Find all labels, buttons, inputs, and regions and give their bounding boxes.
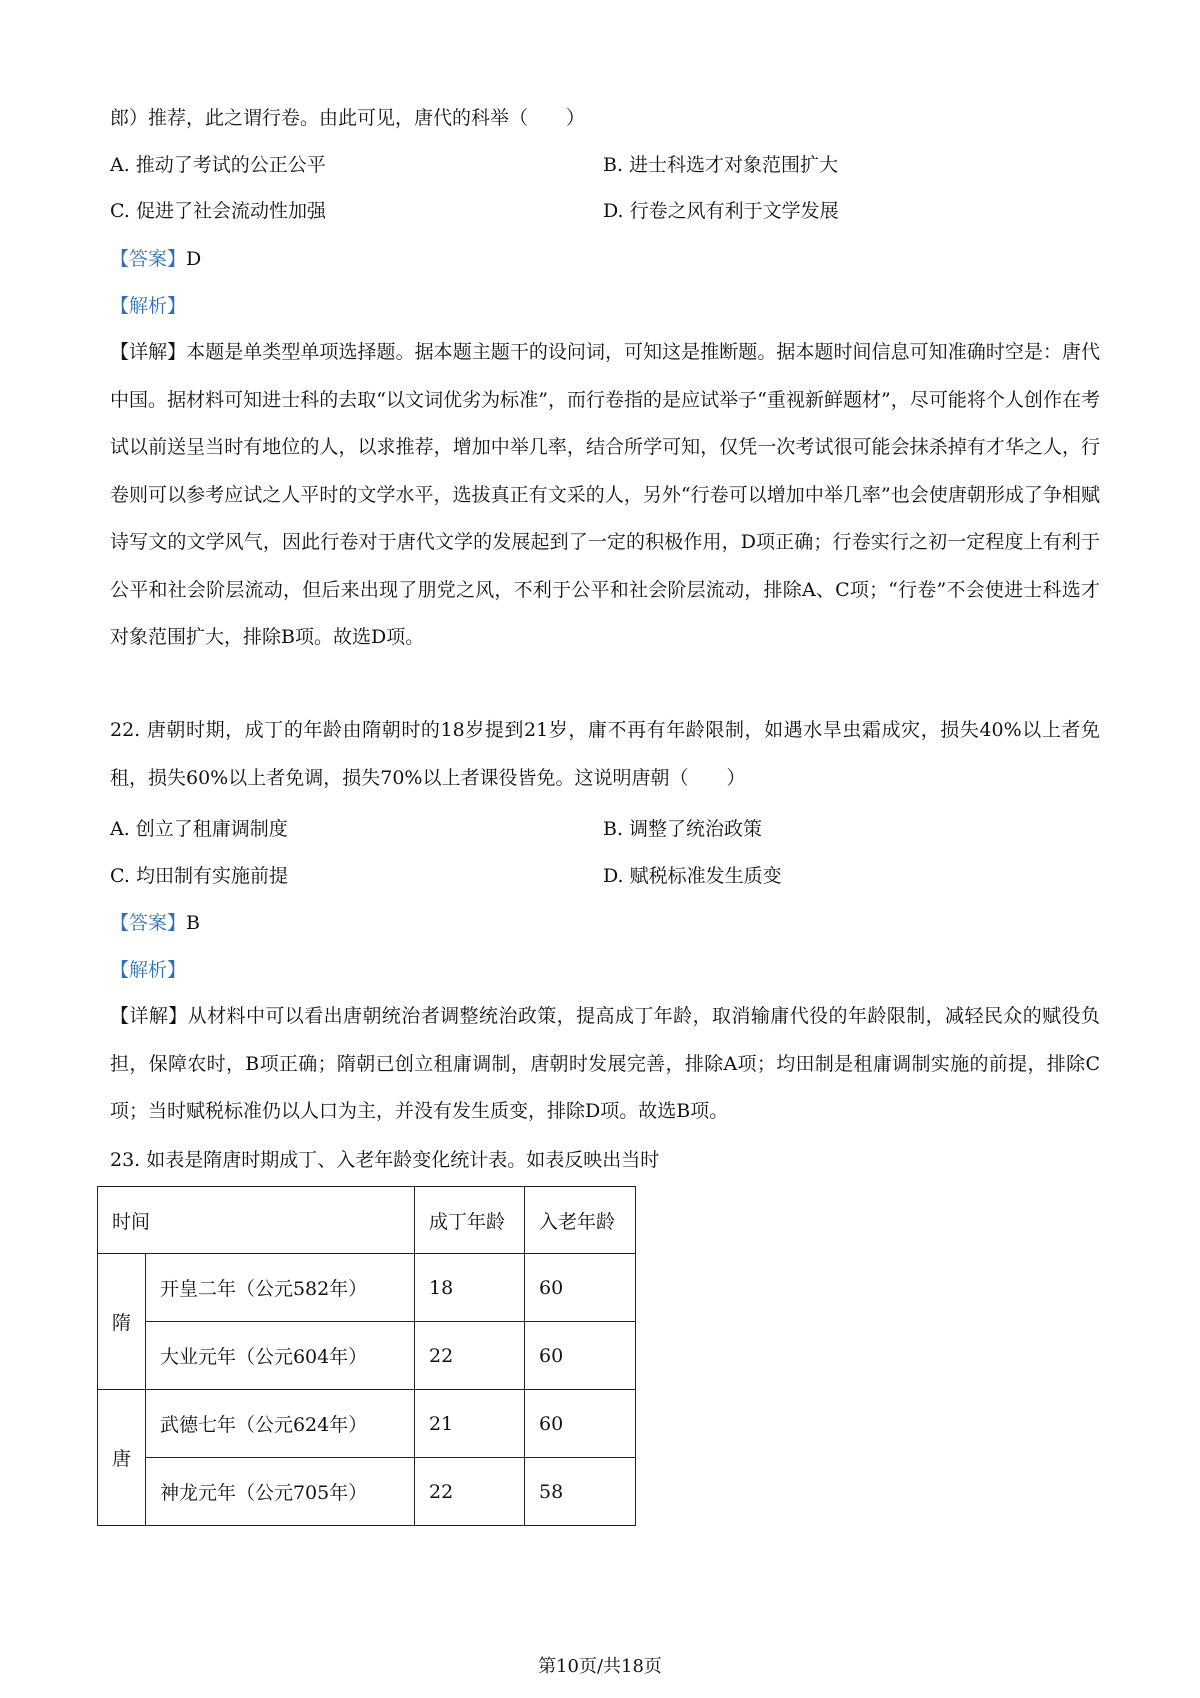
old-age-cell: 60: [525, 1322, 636, 1390]
q22-option-c: C. 均田制有实施前提: [110, 865, 288, 887]
dynasty-tang: 唐: [98, 1390, 146, 1526]
q21-detail: [110, 329, 1100, 662]
q22-detail-text: 从材料中可以看出唐朝统治者调整统治政策，提高成丁年龄，取消输庸代役的年龄限制，减轻民众的赋役负担，保障农时，B项正确；隋朝已创立租庸调制，唐朝时发展完善，排除A项；均田制是租庸调制实施的前提，排除C项；当时赋税标准仍以人口为主，并没有发生质变，排除D项。故选B项。: [110, 1005, 1100, 1122]
age-table: [97, 1186, 636, 1526]
adult-age-cell: 18: [415, 1254, 525, 1322]
q22-option-b: B. 调整了统治政策: [603, 818, 763, 840]
old-age-cell: 58: [525, 1458, 636, 1526]
q23-stem: 23. 如表是隋唐时期成丁、入老年龄变化统计表。如表反映出当时: [110, 1149, 660, 1171]
page-footer: 第10页/共18页: [538, 1656, 662, 1677]
q22-analysis-tag: 【解析】: [110, 959, 187, 981]
q21-option-d: D. 行卷之风有利于文学发展: [603, 200, 839, 222]
table-header-row: [98, 1187, 636, 1254]
q21-option-a: A. 推动了考试的公正公平: [110, 154, 326, 176]
old-age-cell: 60: [525, 1390, 636, 1458]
table-row: [98, 1390, 636, 1458]
q21-answer-tag: 【答案】: [110, 248, 187, 270]
adult-age-cell: 22: [415, 1322, 525, 1390]
q22-detail: [110, 993, 1100, 1136]
q22-stem: 22. 唐朝时期，成丁的年龄由隋朝时的18岁提到21岁，庸不再有年龄限制，如遇水旱虫霜成灾，损失40%以上者免租，损失60%以上者免调，损失70%以上者课役皆免。这说明唐朝（ ）: [110, 719, 1100, 789]
q21-answer: [110, 247, 201, 271]
q22-option-d: D. 赋税标准发生质变: [603, 865, 782, 887]
q21-option-c: C. 促进了社会流动性加强: [110, 200, 326, 222]
table-row: [98, 1322, 636, 1390]
dynasty-sui: 隋: [98, 1254, 146, 1390]
q21-detail-tag: 【详解】: [110, 341, 187, 363]
header-old-age: 入老年龄: [525, 1187, 636, 1254]
header-adult-age: 成丁年龄: [415, 1187, 525, 1254]
q21-stem-tail: 郎）推荐，此之谓行卷。由此可见，唐代的科举（ ）: [110, 107, 586, 129]
old-age-cell: 60: [525, 1254, 636, 1322]
table-row: [98, 1458, 636, 1526]
period-cell: 神龙元年（公元705年）: [145, 1458, 414, 1526]
q21-answer-value: D: [186, 248, 202, 270]
q22-answer-value: B: [186, 912, 200, 934]
q21-detail-text: 本题是单类型单项选择题。据本题主题干的设问词，可知这是推断题。据本题时间信息可知准确时空是：唐代中国。据材料可知进士科的去取“以文词优劣为标准”，而行卷指的是应试举子“重视新鲜题材”，尽可能将个人创作在考试以前送呈当时有地位的人，以求推荐，增加中举几率，结合所学可知，仅凭一次考试很可能会抹杀掉有才华之人，行卷则可以参考应试之人平时的文学水平，选拔真正有文采的人，另外“行卷可以增加中举几率”也会使唐朝形成了争相赋诗写文的文学风气，因此行卷对于唐代文学的发展起到了一定的积极作用，D项正确；行卷实行之初一定程度上有利于公平和社会阶层流动，但后来出现了朋党之风，不利于公平和社会阶层流动，排除A、C项；“行卷”不会使进士科选才对象范围扩大，排除B项。故选D项。: [110, 341, 1100, 648]
adult-age-cell: 21: [415, 1390, 525, 1458]
q22-option-a: A. 创立了租庸调制度: [110, 818, 288, 840]
q22-answer-tag: 【答案】: [110, 912, 187, 934]
period-cell: 开皇二年（公元582年）: [145, 1254, 414, 1322]
q21-option-b: B. 进士科选才对象范围扩大: [603, 154, 839, 176]
header-period: 时间: [98, 1187, 415, 1254]
adult-age-cell: 22: [415, 1458, 525, 1526]
period-cell: 大业元年（公元604年）: [145, 1322, 414, 1390]
q22-detail-tag: 【详解】: [110, 1005, 188, 1027]
q22-answer: [110, 911, 200, 935]
period-cell: 武德七年（公元624年）: [145, 1390, 414, 1458]
q21-analysis-tag: 【解析】: [110, 295, 187, 317]
table-row: [98, 1254, 636, 1322]
